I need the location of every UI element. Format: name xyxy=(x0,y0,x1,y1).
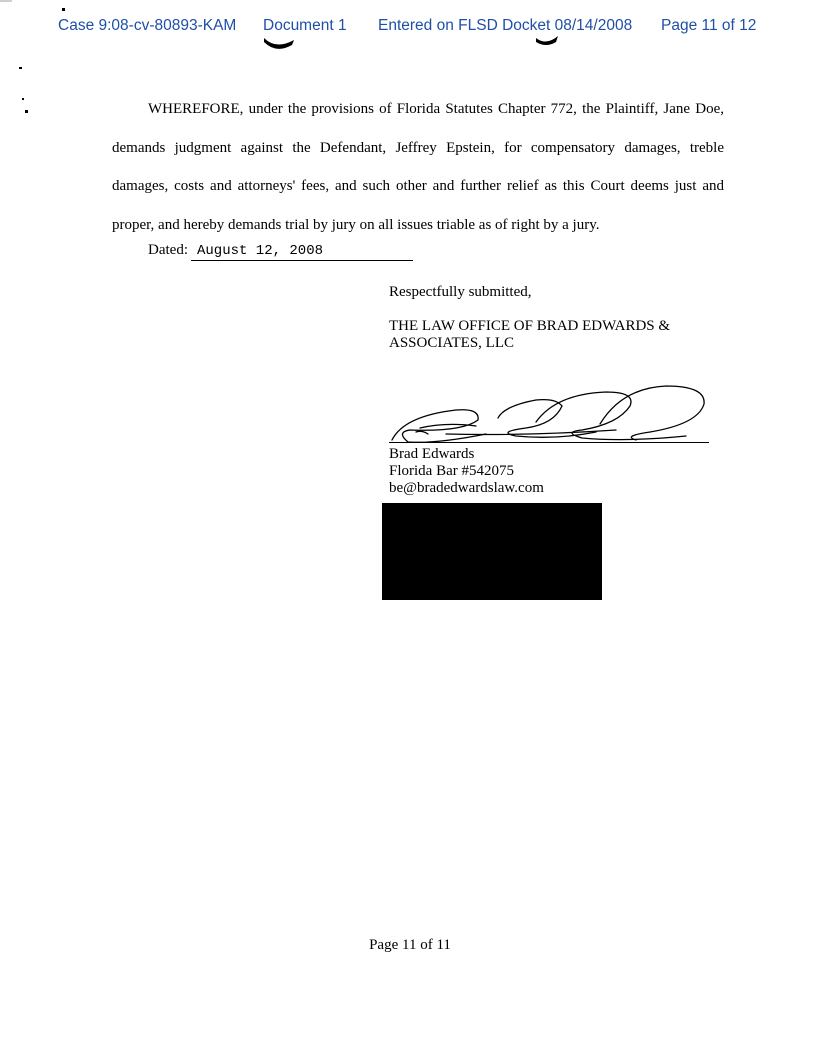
scan-mark-right xyxy=(534,34,560,48)
handwritten-signature xyxy=(386,382,710,444)
scan-speck xyxy=(19,67,22,69)
attorney-email: be@bradedwardslaw.com xyxy=(389,480,544,496)
dated-label: Dated: xyxy=(148,242,188,258)
page-footer: Page 11 of 11 xyxy=(369,937,451,953)
docket-entry: Entered on FLSD Docket 08/14/2008 xyxy=(378,17,633,34)
document-number: Document 1 xyxy=(263,17,347,34)
firm-name xyxy=(389,318,670,352)
attorney-info xyxy=(389,446,544,497)
florida-bar-number: Florida Bar #542075 xyxy=(389,463,514,479)
scan-edge-mark xyxy=(0,0,12,2)
signature-line xyxy=(389,442,709,443)
firm-name-line-2: ASSOCIATES, LLC xyxy=(389,335,515,351)
redaction-box xyxy=(382,503,602,600)
wherefore-paragraph: WHEREFORE, under the provisions of Florida Statutes Chapter 772, the Plaintiff, Jane Doe, demands judgment against the Defendant, Jeffrey Epstein, for compensatory damages, treble damages, costs and attorneys' fees, and such other and further relief as this Court deems just and proper, and hereby demands trial by jury on all issues triable as of right by a jury. xyxy=(112,101,724,233)
firm-name-line-1: THE LAW OFFICE OF BRAD EDWARDS & xyxy=(389,318,671,334)
dated-line xyxy=(148,242,413,261)
dated-value: August 12, 2008 xyxy=(191,243,413,261)
scan-speck xyxy=(62,8,65,11)
scan-speck xyxy=(22,98,24,100)
case-number: Case 9:08-cv-80893-KAM xyxy=(58,17,237,34)
closing-text: Respectfully submitted, xyxy=(389,284,532,300)
scan-mark-left xyxy=(262,36,298,52)
attorney-name: Brad Edwards xyxy=(389,446,475,462)
ecf-page-number: Page 11 of 12 xyxy=(661,17,757,34)
scan-speck xyxy=(25,110,28,113)
